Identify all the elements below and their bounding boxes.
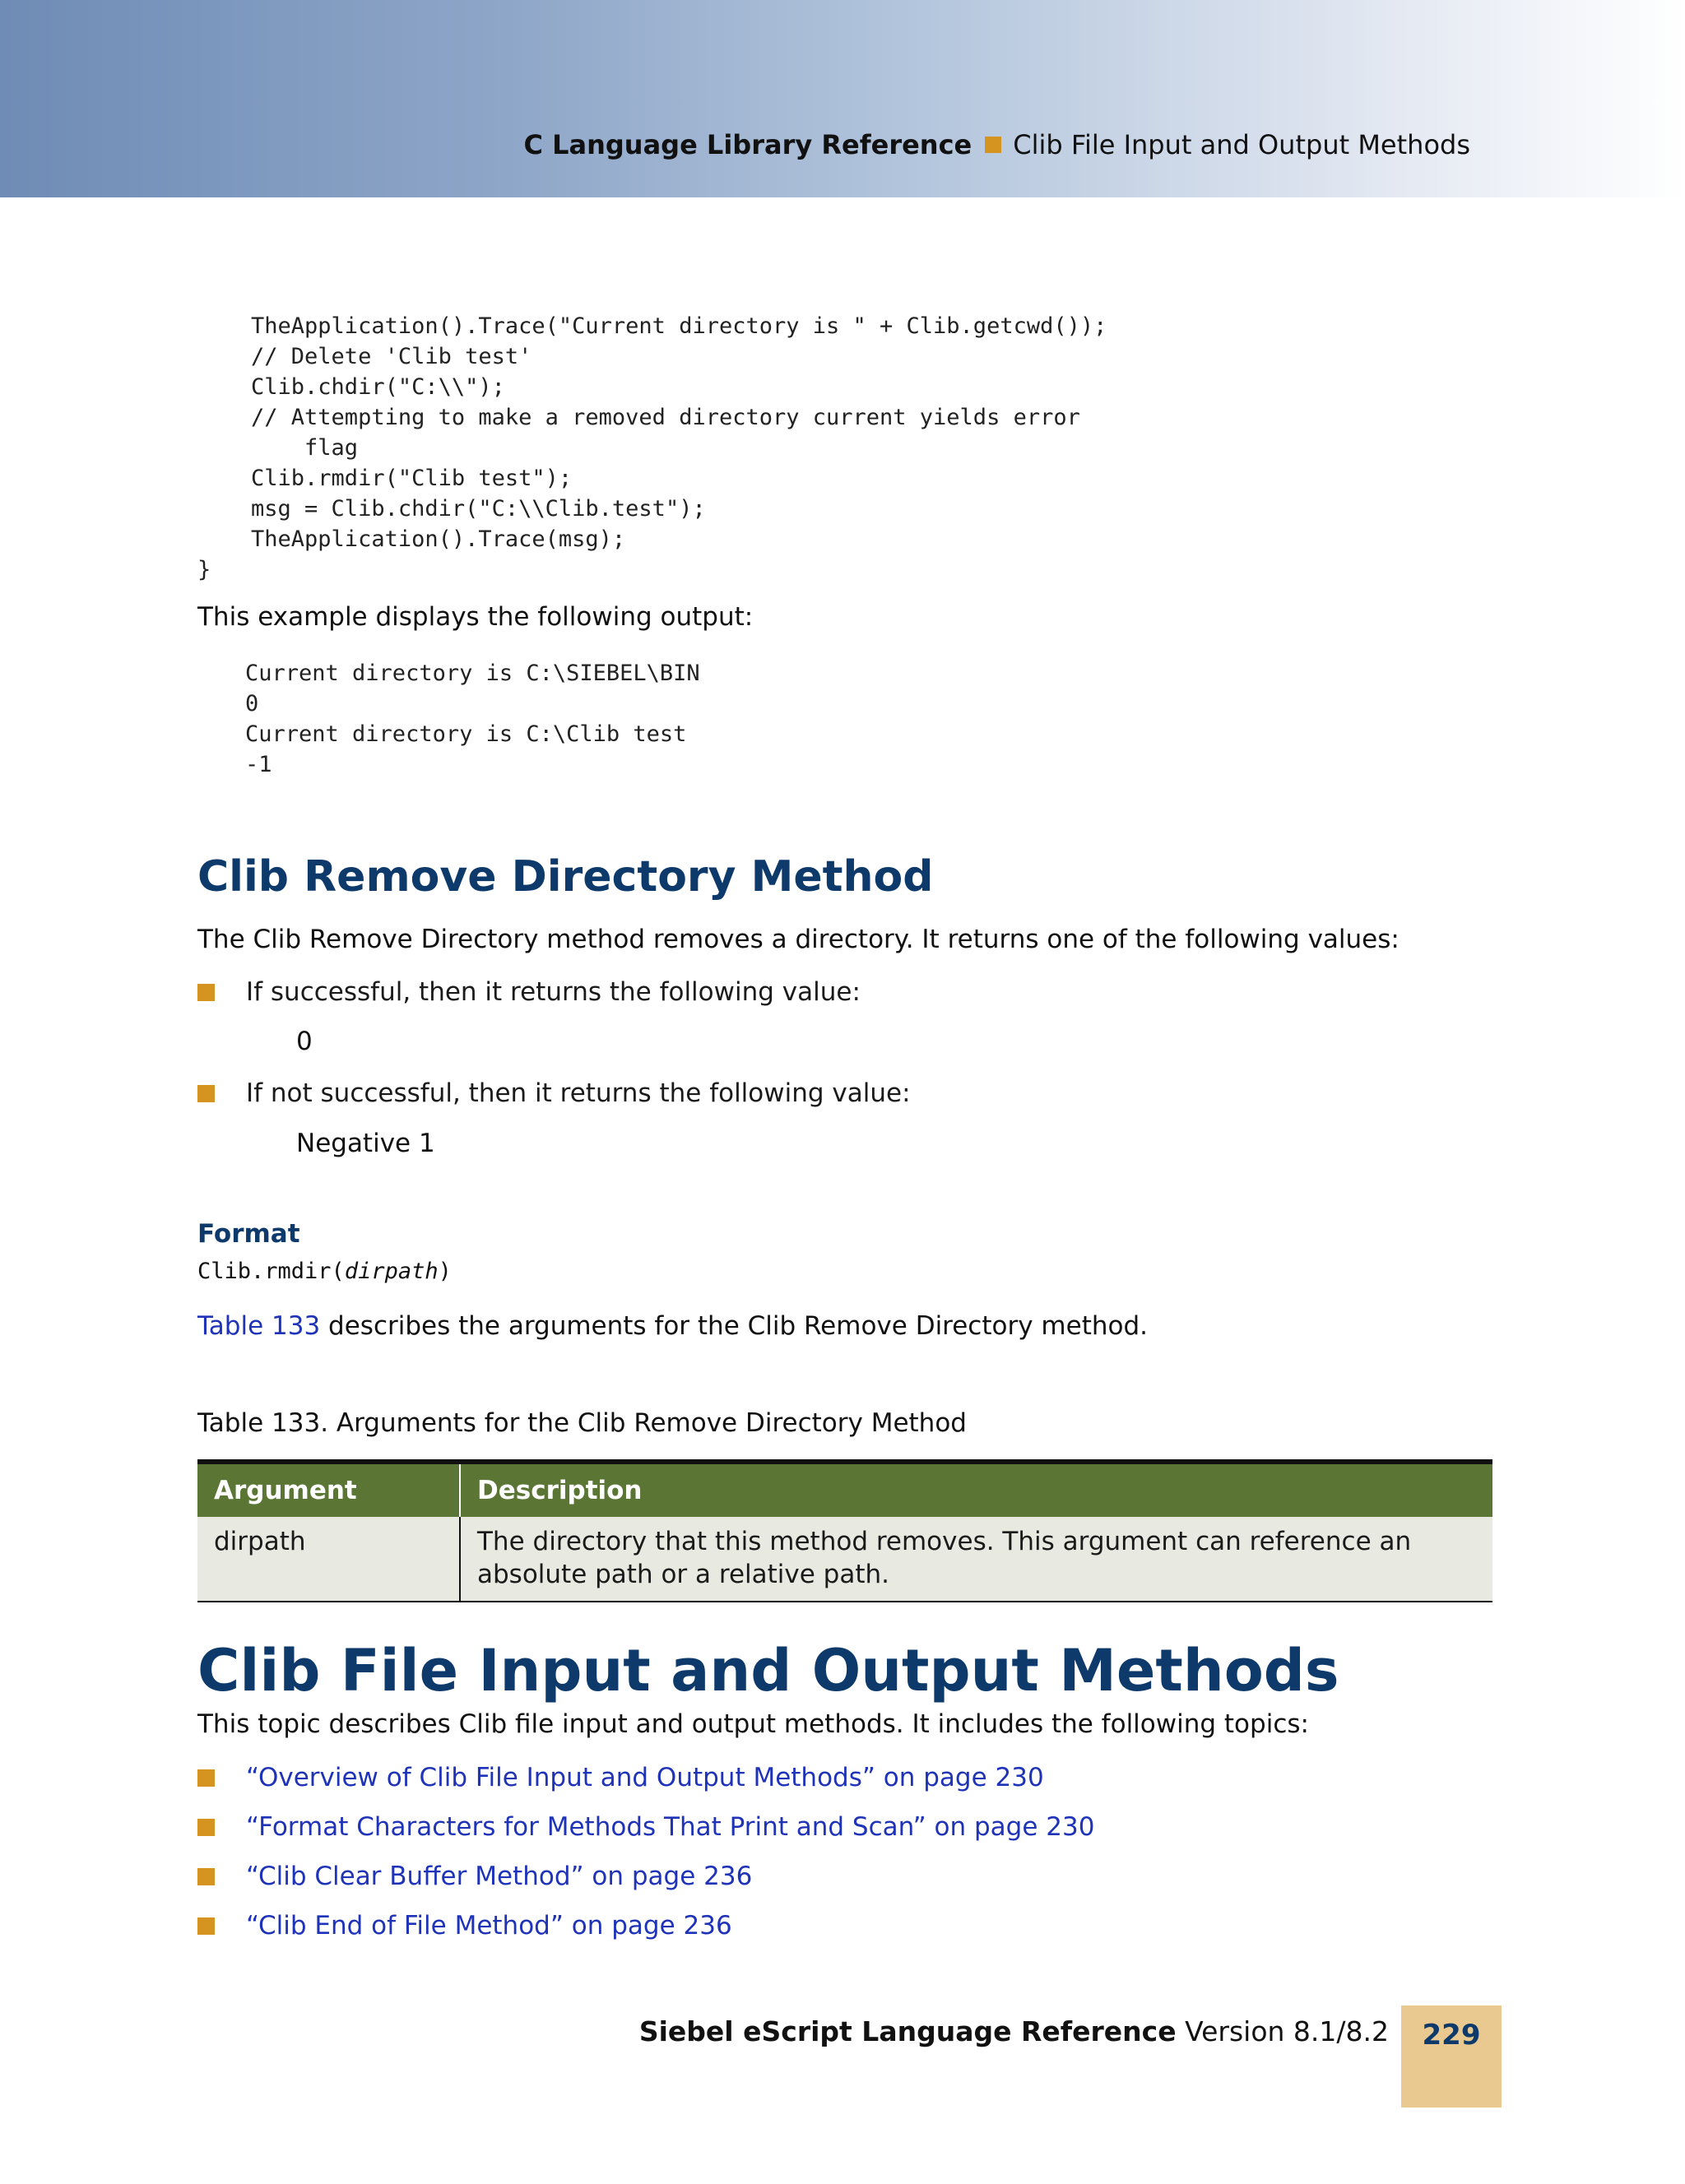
footer-version: Version 8.1/8.2 xyxy=(1185,2015,1389,2047)
list-item[interactable] xyxy=(197,1812,1094,1842)
return-value: 0 xyxy=(296,1027,313,1056)
output-intro: This example displays the following output: xyxy=(197,602,754,632)
format-arg: dirpath xyxy=(344,1259,439,1284)
table-reference xyxy=(197,1311,1148,1341)
footer-book-title: Siebel eScript Language Reference xyxy=(638,2015,1177,2047)
running-footer xyxy=(639,2015,1389,2047)
arguments-table xyxy=(197,1459,1492,1602)
table-header-row xyxy=(197,1462,1492,1517)
topic-link[interactable]: “Clib End of File Method” on page 236 xyxy=(246,1911,732,1941)
table-cell-description: The directory that this method removes. This argument can reference an absolute path or a relative path. xyxy=(460,1517,1492,1602)
format-syntax xyxy=(197,1259,452,1284)
header-section: Clib File Input and Output Methods xyxy=(1013,129,1470,160)
table-row xyxy=(197,1517,1492,1602)
format-close: ) xyxy=(438,1259,452,1284)
list-item[interactable] xyxy=(197,1911,732,1941)
topic-link[interactable]: “Overview of Clib File Input and Output Methods” on page 230 xyxy=(246,1763,1044,1792)
bullet-square-icon xyxy=(197,1085,215,1102)
bullet-square-icon xyxy=(197,1819,215,1836)
bullet-square-icon xyxy=(197,1769,215,1787)
list-item[interactable] xyxy=(197,1763,1044,1792)
topic-link[interactable]: “Clib Clear Buffer Method” on page 236 xyxy=(246,1862,753,1891)
table-caption: Table 133. Arguments for the Clib Remove Directory Method xyxy=(197,1408,967,1438)
io-methods-heading: Clib File Input and Output Methods xyxy=(197,1637,1339,1704)
bullet-text: If successful, then it returns the following value: xyxy=(246,977,861,1007)
format-code: Clib.rmdir( xyxy=(197,1259,345,1284)
remove-directory-heading: Clib Remove Directory Method xyxy=(197,852,934,902)
format-heading: Format xyxy=(197,1219,300,1249)
bullet-text: If not successful, then it returns the following value: xyxy=(246,1078,911,1108)
header-chapter: C Language Library Reference xyxy=(523,129,972,160)
list-item xyxy=(197,1078,911,1108)
remove-directory-intro: The Clib Remove Directory method removes a directory. It returns one of the following values: xyxy=(197,925,1400,954)
bullet-square-icon xyxy=(197,1868,215,1885)
table-header-description: Description xyxy=(460,1462,1492,1517)
header-square-icon xyxy=(985,137,1001,153)
page-number: 229 xyxy=(1401,2005,1502,2107)
running-header xyxy=(524,129,1471,160)
bullet-square-icon xyxy=(197,1917,215,1935)
list-item[interactable] xyxy=(197,1862,752,1891)
table-reference-text: describes the arguments for the Clib Remove Directory method. xyxy=(320,1311,1148,1341)
return-value: Negative 1 xyxy=(296,1129,435,1158)
code-block: TheApplication().Trace("Current directory is " + Clib.getcwd()); // Delete 'Clib test' Clib.chdir("C:\\"); // Attempting to make a removed directory current yields error flag Clib.rmdir("Clib test"); msg = Clib.chdir("C:\\Clib.test"); TheApplication().Trace(msg); } xyxy=(197,313,1107,582)
header-band xyxy=(0,0,1685,197)
bullet-square-icon xyxy=(197,984,215,1001)
topic-link[interactable]: “Format Characters for Methods That Print and Scan” on page 230 xyxy=(246,1812,1095,1842)
table-133-link[interactable]: Table 133 xyxy=(197,1311,321,1341)
table-cell-argument: dirpath xyxy=(197,1517,460,1602)
table-header-argument: Argument xyxy=(197,1462,460,1517)
list-item xyxy=(197,977,861,1007)
io-methods-intro: This topic describes Clib file input and output methods. It includes the following topics: xyxy=(197,1709,1309,1739)
output-block: Current directory is C:\SIEBEL\BIN 0 Current directory is C:\Clib test -1 xyxy=(245,661,700,777)
